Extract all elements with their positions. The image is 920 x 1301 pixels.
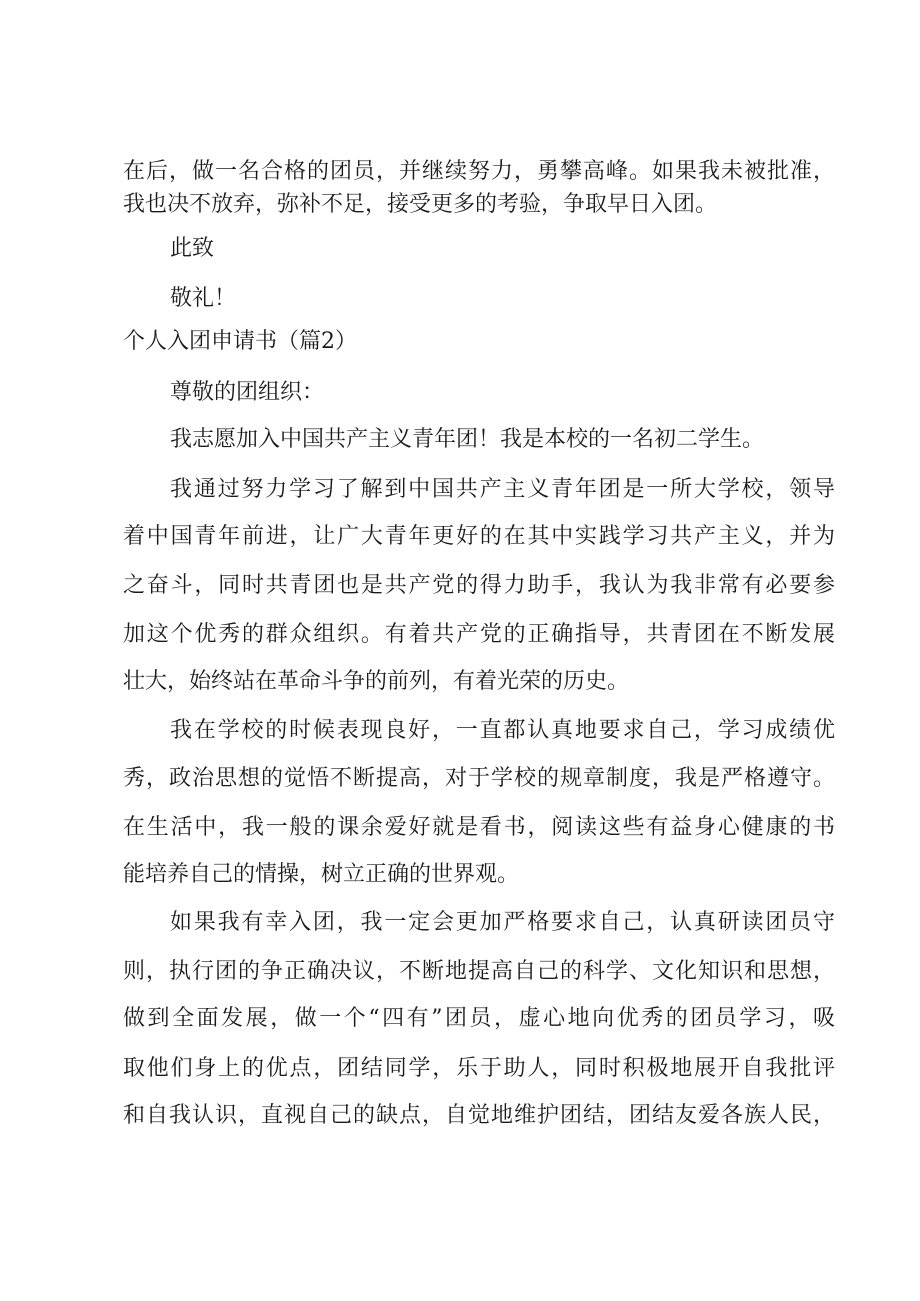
- salutation: 敬礼！: [170, 286, 237, 311]
- text-line: 壮大，始终站在革命斗争的前列，有着光荣的历史。: [123, 669, 630, 694]
- text-line: 秀，政治思想的觉悟不断提高，对于学校的规章制度，我是严格遵守。: [123, 766, 835, 791]
- greeting: 尊敬的团组织：: [170, 380, 325, 405]
- text-line: 之奋斗，同时共青团也是共产党的得力助手，我认为我非常有必要参: [123, 573, 835, 598]
- text-line: 在后，做一名合格的团员，并继续努力，勇攀高峰。如果我未被批准，: [123, 159, 835, 184]
- text-line: 我通过努力学习了解到中国共产主义青年团是一所大学校，领导: [170, 477, 835, 502]
- closing-phrase: 此致: [170, 236, 215, 261]
- section-title: 个人入团申请书（篇2）: [123, 329, 357, 354]
- text-line: 在生活中，我一般的课余爱好就是看书，阅读这些有益身心健康的书: [123, 815, 835, 840]
- text-line: 能培养自己的情操，树立正确的世界观。: [123, 862, 520, 887]
- text-line: 我在学校的时候表现良好，一直都认真地要求自己，学习成绩优: [170, 718, 835, 743]
- text-line: 我志愿加入中国共产主义青年团！我是本校的一名初二学生。: [170, 427, 765, 452]
- text-line: 我也决不放弃，弥补不足，接受更多的考验，争取早日入团。: [123, 192, 718, 217]
- text-line: 着中国青年前进，让广大青年更好的在其中实践学习共产主义，并为: [123, 524, 835, 549]
- text-line: 做到全面发展，做一个“四有”团员，虚心地向优秀的团员学习，吸: [123, 1006, 835, 1031]
- text-line: 加这个优秀的群众组织。有着共产党的正确指导，共青团在不断发展: [123, 622, 835, 647]
- text-line: 则，执行团的争正确决议，不断地提高自己的科学、文化知识和思想，: [123, 959, 835, 984]
- text-line: 取他们身上的优点，团结同学，乐于助人，同时积极地展开自我批评: [123, 1056, 835, 1081]
- text-line: 和自我认识，直视自己的缺点，自觉地维护团结，团结友爱各族人民，: [123, 1103, 835, 1128]
- text-line: 如果我有幸入团，我一定会更加严格要求自己，认真研读团员守: [170, 910, 835, 935]
